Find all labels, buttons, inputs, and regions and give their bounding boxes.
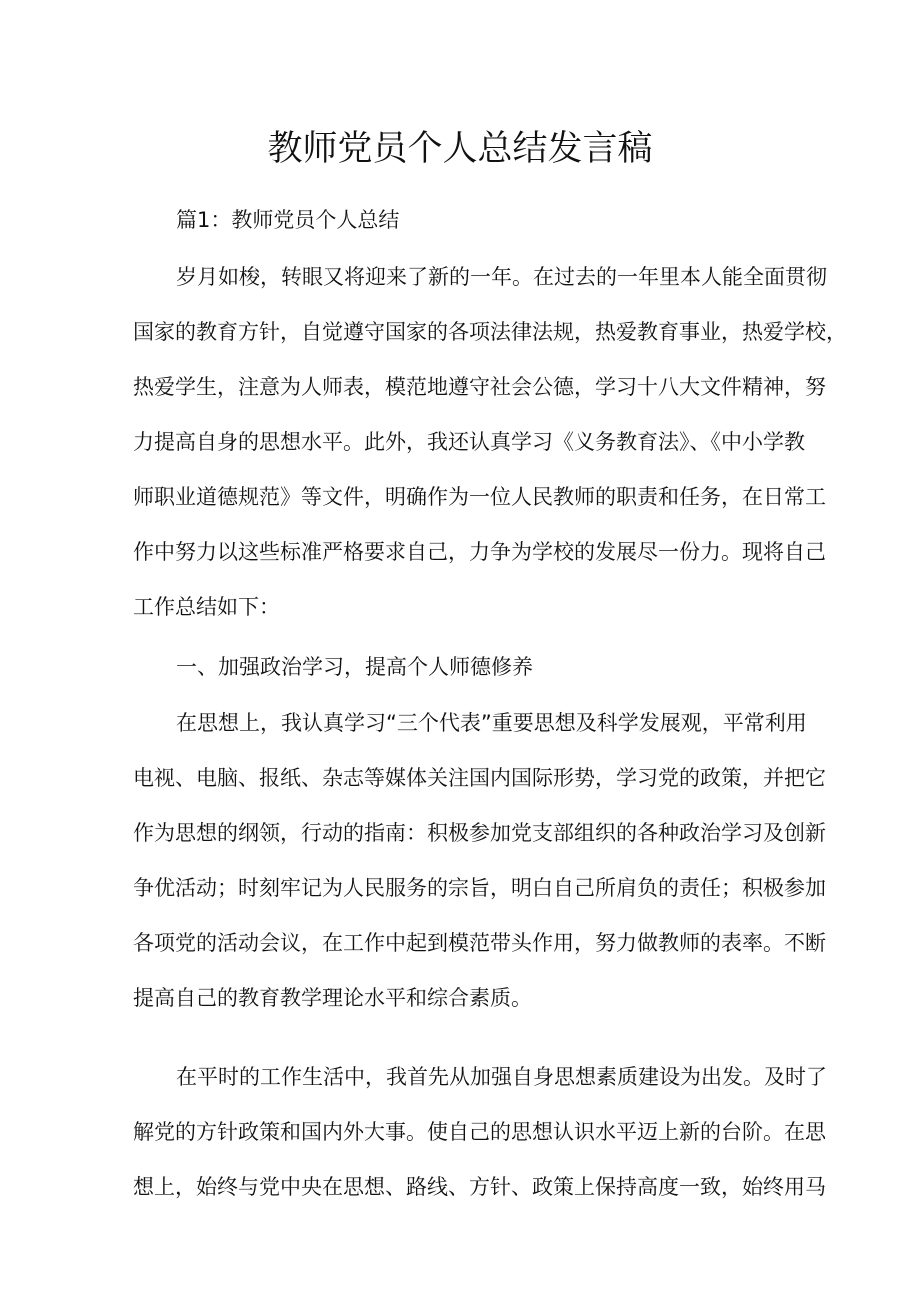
paragraph-line: 想上，始终与党中央在思想、路线、方针、政策上保持高度一致，始终用马 [133, 1175, 826, 1199]
paragraph-line: 电视、电脑、报纸、杂志等媒体关注国内国际形势，学习党的政策，并把它 [133, 766, 826, 790]
paragraph-3 [133, 1050, 827, 1215]
paragraph-line: 在平时的工作生活中，我首先从加强自身思想素质建设为出发。及时了 [176, 1065, 827, 1089]
paragraph-line: 力提高自身的思想水平。此外，我还认真学习《义务教育法》、《中小学教 [133, 430, 805, 454]
paragraph-line: 作中努力以这些标准严格要求自己，力争为学校的发展尽一份力。现将自己 [133, 540, 826, 564]
paragraph-line: 师职业道德规范》等文件，明确作为一位人民教师的职责和任务，在日常工 [133, 485, 826, 509]
paragraph-line: 作为思想的纲领，行动的指南：积极参加党支部组织的各种政治学习及创新 [133, 821, 826, 845]
paragraph-line: 提高自己的教育教学理论水平和综合素质。 [133, 986, 532, 1010]
section-heading-text: 篇1：教师党员个人总结 [176, 208, 400, 232]
paragraph-1 [133, 250, 847, 635]
paragraph-line: 热爱学生，注意为人师表，模范地遵守社会公德，学习十八大文件精神，努 [133, 375, 826, 399]
paragraph-2 [133, 696, 826, 1026]
paragraph-line: 国家的教育方针，自觉遵守国家的各项法律法规，热爱教育事业，热爱学校， [133, 320, 847, 344]
section-heading [133, 193, 793, 248]
paragraph-line: 工作总结如下： [133, 595, 280, 619]
paragraph-line: 在思想上，我认真学习“三个代表”重要思想及科学发展观，平常利用 [176, 711, 807, 735]
paragraph-line: 争优活动；时刻牢记为人民服务的宗旨，明白自己所肩负的责任；积极参加 [133, 876, 826, 900]
paragraph-line: 岁月如梭，转眼又将迎来了新的一年。在过去的一年里本人能全面贯彻 [176, 265, 827, 289]
document-title: 教师党员个人总结发言稿 [267, 129, 653, 169]
paragraph-line: 各项党的活动会议，在工作中起到模范带头作用，努力做教师的表率。不断 [133, 931, 826, 955]
subheading-text: 一、加强政治学习，提高个人师德修养 [176, 655, 533, 679]
paragraph-line: 解党的方针政策和国内外大事。使自己的思想认识水平迈上新的台阶。在思 [133, 1120, 826, 1144]
subheading-1 [133, 640, 793, 695]
